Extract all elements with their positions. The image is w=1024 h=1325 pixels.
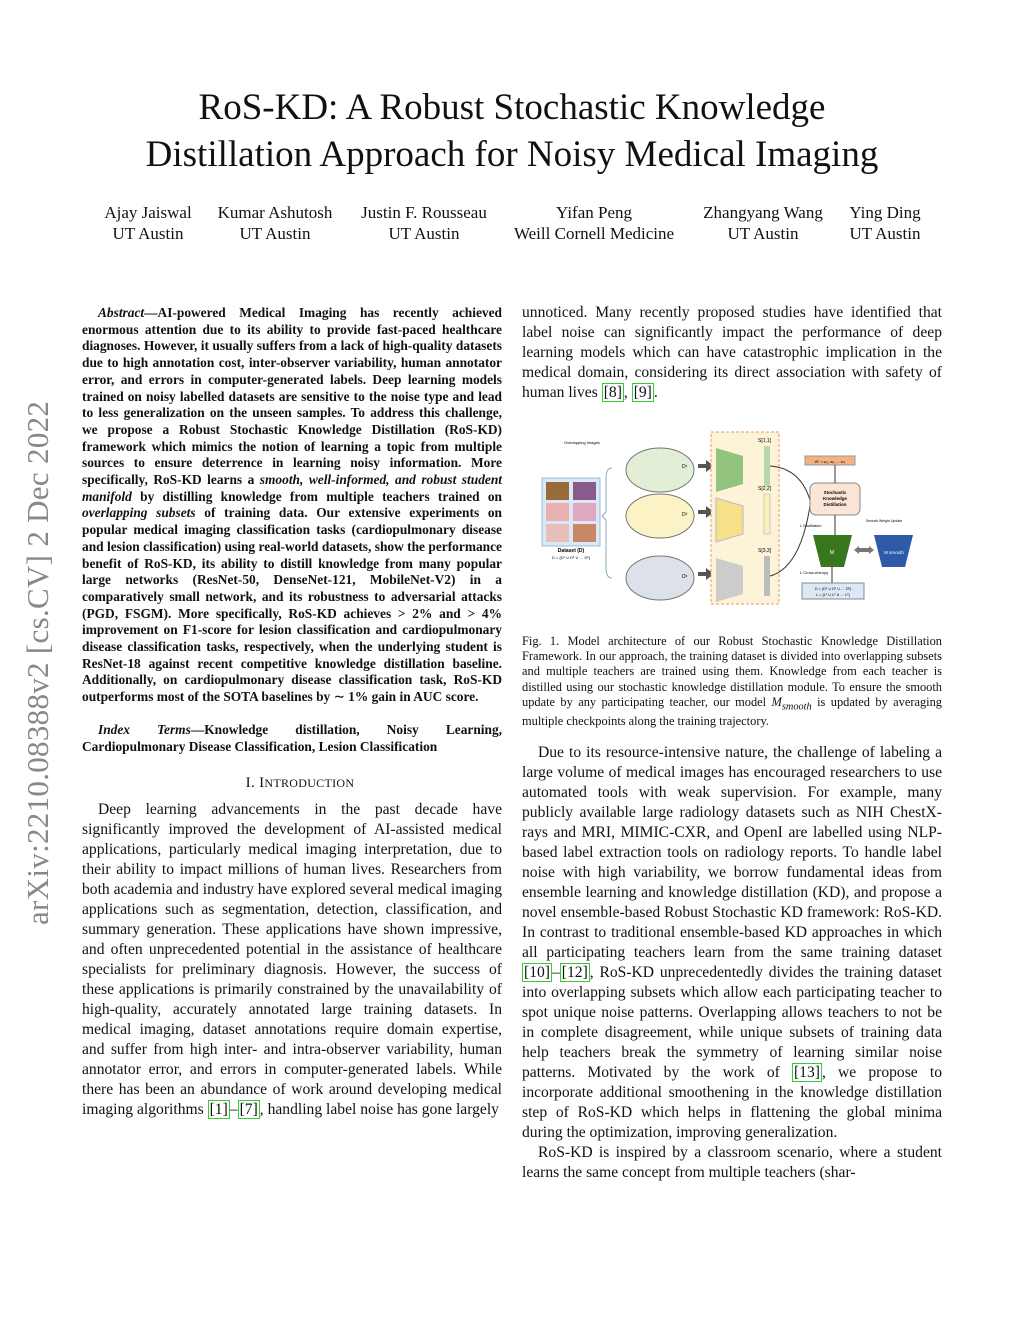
index-terms-text: —Knowledge distillation, Noisy Learning, Cardiopulmonary Disease Classification, Lesion Classification [82, 721, 502, 754]
abstract-emphasis: overlapping subsets [82, 505, 196, 521]
lesion-image [546, 482, 569, 500]
abstract [82, 305, 502, 706]
paragraph-text: , RoS-KD unprecedentedly divides the training dataset into overlapping subsets which allow each participating teacher to spot unique noise patterns. Overlapping allows teachers to not be in complete disagreement, while unique subsets of training data help teachers break the symmetry of learning similar noise patterns. Motivated by the work of [522, 964, 942, 1081]
figure-architecture-diagram [530, 428, 930, 606]
fig-label-dataset-eq: D = {D¹ ∪ D² ∪ … Dᵏ} [551, 555, 591, 560]
fig-label-dk: Dᵏ [682, 574, 688, 580]
paragraph-text: – [551, 964, 560, 981]
author-affiliation: UT Austin [112, 224, 184, 243]
index-terms-label: Index Terms [98, 721, 191, 737]
fig-label-l-dist: L Distillation [800, 523, 822, 528]
citation-link[interactable]: [10] [524, 964, 550, 981]
right-column-top [522, 303, 942, 403]
lesion-image [546, 503, 569, 521]
citation-link[interactable]: [1] [209, 1101, 228, 1119]
caption-text: is updated by averaging multiple checkpoints along the training trajectory. [522, 694, 942, 729]
brace [602, 468, 612, 578]
paragraph-text: – [229, 1101, 238, 1119]
logit-bar [764, 556, 770, 596]
fig-label-d2: D² [682, 512, 688, 518]
citation-link[interactable]: [8] [603, 384, 622, 401]
section-heading [82, 775, 502, 792]
fig-label-dataset: Dataset (D) [557, 548, 585, 554]
fig-label-smooth-update: Smooth Weight Update [866, 519, 903, 523]
arxiv-identifier: arXiv:2210.08388v2 [cs.CV] 2 Dec 2022 [20, 400, 55, 925]
fig-label-weights: W' = w₁, w₂ … wₖ [814, 459, 846, 464]
abstract-label: Abstract [98, 305, 145, 320]
author-name: Ying Ding [849, 203, 921, 222]
fig-label-s22: S[2,2] [758, 486, 772, 492]
author [692, 202, 834, 244]
abstract-emphasis: smooth, well-informed, and robust student manifold [82, 472, 502, 504]
fig-label-s11: S[1,1] [758, 438, 772, 444]
paragraph-text: , handling label noise has gone largely [259, 1101, 499, 1119]
paragraph [522, 303, 942, 403]
caption-text: Model architecture of our Robust Stochastic Knowledge Distillation Framework. In our approach, the training dataset is divided into overlapping subsets and multiple teachers are trained using them. Knowledge from each teacher is distilled using our stochastic knowledge distillation module. To ensure the smooth update by any participating teacher, our model [522, 634, 942, 709]
section-number: I. [245, 775, 260, 792]
subset-ellipse-1 [626, 448, 694, 492]
lesion-image [573, 524, 596, 542]
fig-label-overlapping: Overlapping Images [564, 440, 600, 445]
author-affiliation: Weill Cornell Medicine [513, 224, 675, 243]
abstract-text: —AI-powered Medical Imaging has recently achieved enormous attention due to its ability to provide fast-paced healthcare diagnoses. However, it usually suffers from a lack of high-quality datasets due to high annotation cost, inter-observer variability, human annotator error, and errors in computer-generated labels. Deep learning models trained on noisy labelled datasets are sensitive to the noise type and lead to less generalization on the unseen samples. To address this challenge, we propose a Robust Stochastic Knowledge Distillation (RoS-KD) framework which mimics the notion of learning a topic from multiple sources to ensure deterrence in learning noisy information. More specifically, RoS-KD learns a [82, 305, 502, 488]
lesion-image [573, 503, 596, 521]
right-column-bottom [522, 743, 942, 1183]
title-line-1: RoS-KD: A Robust Stochastic Knowledge [198, 87, 826, 128]
author-name: Justin F. Rousseau [361, 203, 487, 222]
author-affiliation: UT Austin [388, 224, 460, 243]
logit-bar [764, 494, 770, 534]
abstract-text: of training data. Our extensive experiments on popular medical imaging classification tasks (cardiopulmonary disease and lesion classification) using real-world datasets, show the performance benefit of RoS-KD, its ability to distill knowledge from many popular large networks (ResNet-50, DenseNet-121, MobileNet-V2) in a comparatively small network, and its robustness to adversarial attacks (PGD, FSGM). More specifically, RoS-KD achieves > 2% and > 4% improvement on F1-score for lesion classification and cardiopulmonary disease classification tasks, respectively, when the underlying student is ResNet-18 against recent competitive knowledge distillation baseline. Additionally, on cardiopulmonary disease classification task, RoS-KD outperforms most of the SOTA baselines by ∼ 1% gain in AUC score. [82, 505, 502, 705]
left-column [82, 305, 502, 1120]
index-terms [82, 722, 502, 755]
paragraph-text: . [653, 384, 658, 401]
author-name: Ajay Jaiswal [104, 203, 192, 222]
author-affiliation: UT Austin [727, 224, 799, 243]
author-name: Yifan Peng [555, 203, 633, 222]
author-affiliation: UT Austin [239, 224, 311, 243]
citation-link[interactable]: [12] [561, 964, 588, 981]
lesion-image [546, 524, 569, 542]
fig-label-m-smooth: M smooth [884, 550, 904, 555]
fig-label-d1: D¹ [682, 464, 688, 470]
paragraph [522, 743, 942, 1143]
bidirectional-arrow [854, 546, 874, 554]
paragraph-text: RoS-KD is inspired by a classroom scenario, where a student learns the same concept from multiple teachers (shar- [522, 1144, 942, 1181]
paragraph-text: unnoticed. Many recently proposed studies have identified that label noise can significantly impact the performance of deep learning models which can have catastrophic implication in the medical domain, considering its direct association with safety of human lives [522, 304, 942, 401]
author [508, 202, 680, 244]
teacher-model-2 [716, 498, 743, 542]
citation-link[interactable]: [13] [793, 1064, 820, 1081]
fig-label-eq1: D = {D¹ ∪ D² ∪ … Dᵏ} [814, 587, 852, 591]
caption-math-subscript: smooth [781, 701, 812, 713]
paragraph [522, 1143, 942, 1183]
caption-label: Fig. 1. [522, 634, 560, 648]
section-title: NTRODUCTION [264, 776, 355, 791]
paragraph-text: , [623, 384, 632, 401]
author [350, 202, 498, 244]
author-affiliation: UT Austin [849, 224, 921, 243]
fig-label-skd: Stochastic [823, 490, 847, 495]
author-name: Kumar Ashutosh [217, 203, 333, 222]
author [88, 202, 208, 244]
paper-title [0, 84, 1024, 178]
author-name: Zhangyang Wang [703, 203, 823, 222]
paragraph-text: , we propose to incorporate additional smoothening in the knowledge distillation step of RoS-KD which helps in flattening the global minima during the optimization, improving generalization. [522, 1064, 942, 1141]
figure-caption [522, 634, 942, 730]
fig-label-m: M [829, 550, 835, 556]
fig-label-l-ce: L Cross-entropy [800, 570, 829, 575]
fig-label-skd: Knowledge [822, 496, 848, 501]
intro-paragraph [82, 800, 502, 1120]
citation-link[interactable]: [7] [239, 1101, 258, 1119]
fig-label-skd: Distillation [823, 502, 847, 507]
fig-label-eq2: L = {L¹ ∪ L² ∪ … Lᵏ} [816, 593, 850, 597]
paragraph-text: Due to its resource-intensive nature, the challenge of labeling a large volume of medical images has encouraged researchers to use automated tools with weak supervision. For example, many publicly available large radiology datasets such as NIH ChestX-rays and MRI, MIMIC-CXR, and OpenI are labelled using NLP-based label extraction tools on radiology reports. To handle label noise with high variability, we borrow fundamental ideas from ensemble learning and knowledge distillation (KD), and propose a novel ensemble-based Robust Stochastic KD framework: RoS-KD. In contrast to traditional ensemble-based KD approaches in which all participating teachers learn from the same training dataset [522, 744, 942, 961]
author [210, 202, 340, 244]
caption-math: M [771, 694, 782, 709]
abstract-text: by distilling knowledge from multiple teachers trained on [131, 488, 502, 504]
citation-link[interactable]: [9] [633, 384, 652, 401]
logit-bar [764, 446, 770, 486]
paragraph-text: Deep learning advancements in the past decade have significantly improved the development of AI-assisted medical applications, particularly medical imaging interpretation, due to their ability to impact millions of human lives. Researchers from both academia and industry have explored several medical imaging applications such as segmentation, detection, classification, and summary generation. These applications have shown impressive, and often unprecedented potential in the assistance of healthcare specialists for preliminary diagnosis. However, the success of these applications is primarily constrained by the unavailability of high-quality, accurately annotated large training datasets. In medical imaging, dataset annotations require domain expertise, and suffer from high inter- and intra-observer variability, human annotator error, and errors in computer-generated labels. While there has been an abundance of work around developing medical imaging algorithms [82, 801, 503, 1119]
author [840, 202, 930, 244]
fig-label-s33: S[3,3] [758, 548, 772, 554]
lesion-image [573, 482, 596, 500]
section-title: I [259, 775, 265, 792]
title-line-2: Distillation Approach for Noisy Medical Imaging [145, 134, 879, 175]
